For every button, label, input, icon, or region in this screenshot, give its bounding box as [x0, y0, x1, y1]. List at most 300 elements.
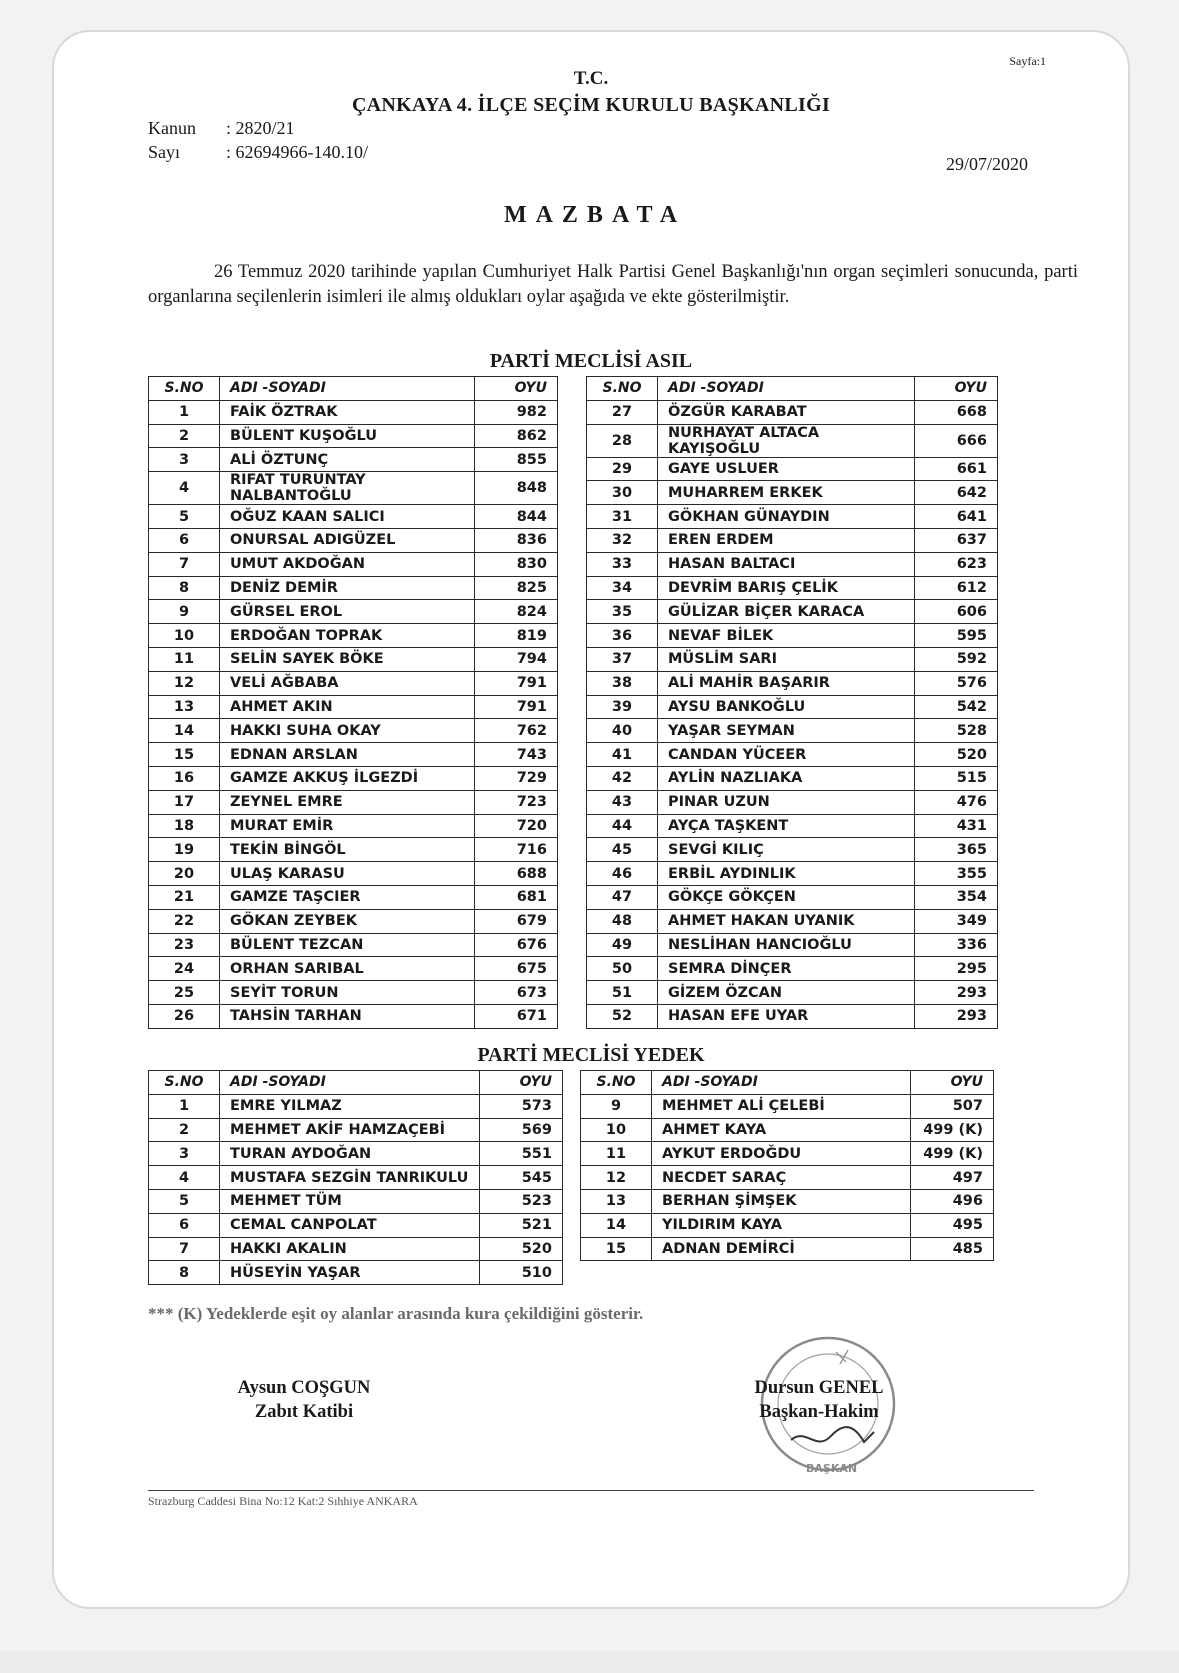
table-row — [149, 1261, 563, 1285]
kanun-value: : 2820/21 — [226, 118, 295, 138]
vote-count: 496 — [911, 1189, 994, 1213]
member-name: HAKKI SUHA OKAY — [220, 719, 475, 743]
row-number: 14 — [149, 719, 220, 743]
vote-count: 855 — [475, 448, 558, 472]
member-name: ULAŞ KARASU — [220, 862, 475, 886]
member-name: ERBİL AYDINLIK — [658, 862, 915, 886]
member-name: MÜSLİM SARI — [658, 647, 915, 671]
table-row — [149, 1166, 563, 1190]
row-number: 11 — [581, 1142, 652, 1166]
member-name: GAMZE TAŞCIER — [220, 885, 475, 909]
vote-count: 355 — [915, 862, 998, 886]
sayi-line — [148, 142, 368, 163]
member-name: TURAN AYDOĞAN — [220, 1142, 480, 1166]
row-number: 31 — [587, 505, 658, 529]
vote-count: 836 — [475, 528, 558, 552]
table-row — [149, 600, 558, 624]
vote-count: 681 — [475, 885, 558, 909]
table-row — [149, 814, 558, 838]
footer-divider — [148, 1490, 1034, 1491]
col-header-votes: OYU — [911, 1071, 994, 1095]
member-name: DENİZ DEMİR — [220, 576, 475, 600]
member-name: YAŞAR SEYMAN — [658, 719, 915, 743]
row-number: 5 — [149, 505, 220, 529]
vote-count: 521 — [480, 1213, 563, 1237]
row-number: 44 — [587, 814, 658, 838]
table-row — [149, 647, 558, 671]
vote-count: 637 — [915, 528, 998, 552]
table-row — [587, 528, 998, 552]
vote-count: 336 — [915, 933, 998, 957]
vote-count: 819 — [475, 624, 558, 648]
table-row — [149, 719, 558, 743]
vote-count: 720 — [475, 814, 558, 838]
clerk-name: Aysun COŞGUN — [237, 1378, 371, 1398]
table-row — [149, 400, 558, 424]
row-number: 49 — [587, 933, 658, 957]
vote-count: 661 — [915, 457, 998, 481]
table-row — [587, 790, 998, 814]
row-number: 46 — [587, 862, 658, 886]
row-number: 14 — [581, 1213, 652, 1237]
row-number: 19 — [149, 838, 220, 862]
table-row — [149, 695, 558, 719]
vote-count: 476 — [915, 790, 998, 814]
row-number: 4 — [149, 1166, 220, 1190]
vote-count: 431 — [915, 814, 998, 838]
table-row — [149, 909, 558, 933]
row-number: 7 — [149, 1237, 220, 1261]
table-row — [587, 481, 998, 505]
vote-count: 576 — [915, 671, 998, 695]
table-row — [581, 1118, 994, 1142]
row-number: 37 — [587, 647, 658, 671]
member-name: ALİ MAHİR BAŞARIR — [658, 671, 915, 695]
table-row — [149, 528, 558, 552]
row-number: 25 — [149, 981, 220, 1005]
table-row — [581, 1166, 994, 1190]
col-header-no: S.NO — [581, 1071, 652, 1095]
member-name: GÖKAN ZEYBEK — [220, 909, 475, 933]
row-number: 15 — [149, 743, 220, 767]
row-number: 39 — [587, 695, 658, 719]
vote-count: 497 — [911, 1166, 994, 1190]
vote-count: 673 — [475, 981, 558, 1005]
vote-count: 551 — [480, 1142, 563, 1166]
row-number: 15 — [581, 1237, 652, 1261]
table-row — [149, 838, 558, 862]
member-name: GAMZE AKKUŞ İLGEZDİ — [220, 766, 475, 790]
row-number: 4 — [149, 472, 220, 505]
member-name: SEMRA DİNÇER — [658, 957, 915, 981]
vote-count: 743 — [475, 743, 558, 767]
table-row — [149, 933, 558, 957]
table-row — [149, 1094, 563, 1118]
member-name: AYLİN NAZLIAKA — [658, 766, 915, 790]
vote-count: 349 — [915, 909, 998, 933]
row-number: 23 — [149, 933, 220, 957]
table-row — [149, 766, 558, 790]
table-row — [149, 885, 558, 909]
vote-count: 510 — [480, 1261, 563, 1285]
member-name: HASAN EFE UYAR — [658, 1004, 915, 1028]
member-name: EREN ERDEM — [658, 528, 915, 552]
yedek-section-title: PARTİ MECLİSİ YEDEK — [477, 1044, 705, 1066]
vote-count: 668 — [915, 400, 998, 424]
member-name: AYKUT ERDOĞDU — [652, 1142, 911, 1166]
vote-count: 495 — [911, 1213, 994, 1237]
table-row — [587, 933, 998, 957]
member-name: AYÇA TAŞKENT — [658, 814, 915, 838]
row-number: 12 — [149, 671, 220, 695]
table-row — [587, 505, 998, 529]
table-row — [149, 790, 558, 814]
table-row — [587, 576, 998, 600]
table-row — [587, 671, 998, 695]
table-row — [587, 1004, 998, 1028]
clerk-signature — [204, 1376, 404, 1424]
document-page — [52, 30, 1130, 1609]
row-number: 3 — [149, 1142, 220, 1166]
vote-count: 612 — [915, 576, 998, 600]
member-name: GÖKHAN GÜNAYDIN — [658, 505, 915, 529]
member-name: AYSU BANKOĞLU — [658, 695, 915, 719]
row-number: 41 — [587, 743, 658, 767]
member-name: EMRE YILMAZ — [220, 1094, 480, 1118]
member-name: AHMET AKIN — [220, 695, 475, 719]
col-header-name: ADI -SOYADI — [652, 1071, 911, 1095]
row-number: 8 — [149, 576, 220, 600]
row-number: 9 — [149, 600, 220, 624]
row-number: 20 — [149, 862, 220, 886]
member-name: PINAR UZUN — [658, 790, 915, 814]
document-date: 29/07/2020 — [945, 154, 1028, 174]
table-row — [149, 862, 558, 886]
row-number: 2 — [149, 424, 220, 448]
table-row — [587, 909, 998, 933]
vote-count: 794 — [475, 647, 558, 671]
judge-signature — [744, 1376, 894, 1424]
vote-count: 499 (K) — [911, 1142, 994, 1166]
member-name: TEKİN BİNGÖL — [220, 838, 475, 862]
vote-count: 499 (K) — [911, 1118, 994, 1142]
table-row — [587, 766, 998, 790]
member-name: RIFAT TURUNTAY NALBANTOĞLU — [220, 472, 475, 505]
col-header-name: ADI -SOYADI — [220, 1071, 480, 1095]
member-name: BÜLENT TEZCAN — [220, 933, 475, 957]
member-name: AHMET KAYA — [652, 1118, 911, 1142]
row-number: 28 — [587, 424, 658, 457]
row-number: 13 — [581, 1189, 652, 1213]
vote-count: 365 — [915, 838, 998, 862]
table-row — [149, 448, 558, 472]
member-name: ONURSAL ADIGÜZEL — [220, 528, 475, 552]
row-number: 51 — [587, 981, 658, 1005]
table-row — [587, 719, 998, 743]
member-name: TAHSİN TARHAN — [220, 1004, 475, 1028]
vote-count: 295 — [915, 957, 998, 981]
table-row — [149, 1213, 563, 1237]
col-header-votes: OYU — [475, 377, 558, 401]
vote-count: 844 — [475, 505, 558, 529]
asil-table-right — [586, 376, 998, 1029]
vote-count: 716 — [475, 838, 558, 862]
member-name: ORHAN SARIBAL — [220, 957, 475, 981]
member-name: CANDAN YÜCEER — [658, 743, 915, 767]
member-name: MUSTAFA SEZGİN TANRIKULU — [220, 1166, 480, 1190]
table-row — [149, 1118, 563, 1142]
vote-count: 545 — [480, 1166, 563, 1190]
member-name: NEVAF BİLEK — [658, 624, 915, 648]
table-row — [149, 1189, 563, 1213]
row-number: 6 — [149, 1213, 220, 1237]
sayi-value: : 62694966-140.10/ — [226, 142, 368, 162]
row-number: 1 — [149, 400, 220, 424]
table-row — [581, 1237, 994, 1261]
row-number: 7 — [149, 552, 220, 576]
row-number: 22 — [149, 909, 220, 933]
table-row — [149, 1142, 563, 1166]
table-row — [587, 400, 998, 424]
vote-count: 592 — [915, 647, 998, 671]
vote-count: 848 — [475, 472, 558, 505]
vote-count: 515 — [915, 766, 998, 790]
row-number: 18 — [149, 814, 220, 838]
table-row — [149, 624, 558, 648]
table-row — [581, 1189, 994, 1213]
table-row — [587, 424, 998, 457]
member-name: ERDOĞAN TOPRAK — [220, 624, 475, 648]
table-row — [149, 424, 558, 448]
asil-table-left — [148, 376, 558, 1029]
row-number: 11 — [149, 647, 220, 671]
row-number: 6 — [149, 528, 220, 552]
table-row — [581, 1213, 994, 1237]
row-number: 2 — [149, 1118, 220, 1142]
row-number: 43 — [587, 790, 658, 814]
vote-count: 671 — [475, 1004, 558, 1028]
footer-address: Strazburg Caddesi Bina No:12 Kat:2 Sıhhiye ANKARA — [148, 1494, 418, 1508]
member-name: GİZEM ÖZCAN — [658, 981, 915, 1005]
row-number: 48 — [587, 909, 658, 933]
table-row — [587, 624, 998, 648]
table-row — [587, 862, 998, 886]
row-number: 34 — [587, 576, 658, 600]
table-row — [587, 600, 998, 624]
col-header-name: ADI -SOYADI — [220, 377, 475, 401]
vote-count: 824 — [475, 600, 558, 624]
table-row — [587, 647, 998, 671]
row-number: 24 — [149, 957, 220, 981]
kanun-line — [148, 118, 295, 139]
vote-count: 595 — [915, 624, 998, 648]
table-row — [149, 981, 558, 1005]
judge-name: Dursun GENEL — [754, 1378, 884, 1398]
vote-count: 688 — [475, 862, 558, 886]
row-number: 47 — [587, 885, 658, 909]
vote-count: 542 — [915, 695, 998, 719]
document-title: MAZBATA — [503, 202, 687, 228]
row-number: 3 — [149, 448, 220, 472]
table-row — [581, 1094, 994, 1118]
vote-count: 679 — [475, 909, 558, 933]
member-name: HAKKI AKALIN — [220, 1237, 480, 1261]
table-row — [149, 1004, 558, 1028]
member-name: BÜLENT KUŞOĞLU — [220, 424, 475, 448]
office-heading: ÇANKAYA 4. İLÇE SEÇİM KURULU BAŞKANLIĞI — [351, 94, 831, 116]
member-name: OĞUZ KAAN SALICI — [220, 505, 475, 529]
table-row — [149, 576, 558, 600]
row-number: 45 — [587, 838, 658, 862]
row-number: 17 — [149, 790, 220, 814]
table-row — [587, 457, 998, 481]
table-row — [587, 743, 998, 767]
yedek-table-right — [580, 1070, 994, 1261]
row-number: 9 — [581, 1094, 652, 1118]
table-row — [587, 957, 998, 981]
member-name: EDNAN ARSLAN — [220, 743, 475, 767]
row-number: 38 — [587, 671, 658, 695]
member-name: MURAT EMİR — [220, 814, 475, 838]
row-number: 26 — [149, 1004, 220, 1028]
col-header-name: ADI -SOYADI — [658, 377, 915, 401]
yedek-table-left — [148, 1070, 563, 1285]
intro-paragraph: 26 Temmuz 2020 tarihinde yapılan Cumhuriyet Halk Partisi Genel Başkanlığı'nın organ seçimleri sonucunda, parti organlarına seçilenlerin isimleri ile almış oldukları oylar aşağıda ve ekte gösterilmiştir. — [148, 262, 1078, 307]
vote-count: 641 — [915, 505, 998, 529]
table-row — [149, 552, 558, 576]
judge-title: Başkan-Hakim — [759, 1402, 879, 1422]
table-row — [581, 1142, 994, 1166]
table-row — [587, 885, 998, 909]
table-row — [149, 743, 558, 767]
clerk-title: Zabıt Katibi — [254, 1402, 354, 1422]
member-name: MEHMET ALİ ÇELEBİ — [652, 1094, 911, 1118]
table-row — [149, 671, 558, 695]
row-number: 10 — [149, 624, 220, 648]
table-header-row — [587, 377, 998, 401]
member-name: ADNAN DEMİRCİ — [652, 1237, 911, 1261]
member-name: SELİN SAYEK BÖKE — [220, 647, 475, 671]
vote-count: 520 — [915, 743, 998, 767]
col-header-no: S.NO — [587, 377, 658, 401]
row-number: 35 — [587, 600, 658, 624]
member-name: FAİK ÖZTRAK — [220, 400, 475, 424]
table-row — [587, 814, 998, 838]
member-name: ALİ ÖZTUNÇ — [220, 448, 475, 472]
vote-count: 293 — [915, 981, 998, 1005]
row-number: 21 — [149, 885, 220, 909]
col-header-votes: OYU — [915, 377, 998, 401]
table-header-row — [149, 377, 558, 401]
vote-count: 520 — [480, 1237, 563, 1261]
row-number: 16 — [149, 766, 220, 790]
page-number: Sayfa:1 — [1009, 54, 1046, 68]
vote-count: 354 — [915, 885, 998, 909]
member-name: NECDET SARAÇ — [652, 1166, 911, 1190]
vote-count: 642 — [915, 481, 998, 505]
member-name: NURHAYAT ALTACA KAYIŞOĞLU — [658, 424, 915, 457]
table-header-row — [581, 1071, 994, 1095]
member-name: HÜSEYİN YAŞAR — [220, 1261, 480, 1285]
row-number: 12 — [581, 1166, 652, 1190]
member-name: ÖZGÜR KARABAT — [658, 400, 915, 424]
member-name: ZEYNEL EMRE — [220, 790, 475, 814]
row-number: 50 — [587, 957, 658, 981]
vote-count: 675 — [475, 957, 558, 981]
row-number: 27 — [587, 400, 658, 424]
member-name: SEVGİ KILIÇ — [658, 838, 915, 862]
table-row — [587, 695, 998, 719]
col-header-no: S.NO — [149, 1071, 220, 1095]
member-name: VELİ AĞBABA — [220, 671, 475, 695]
table-row — [149, 505, 558, 529]
member-name: GAYE USLUER — [658, 457, 915, 481]
member-name: AHMET HAKAN UYANIK — [658, 909, 915, 933]
member-name: HASAN BALTACI — [658, 552, 915, 576]
member-name: NESLİHAN HANCIOĞLU — [658, 933, 915, 957]
row-number: 13 — [149, 695, 220, 719]
vote-count: 723 — [475, 790, 558, 814]
member-name: MUHARREM ERKEK — [658, 481, 915, 505]
row-number: 40 — [587, 719, 658, 743]
vote-count: 666 — [915, 424, 998, 457]
vote-count: 791 — [475, 671, 558, 695]
table-row — [587, 552, 998, 576]
stamp-text: BAŞKAN — [806, 1462, 858, 1475]
row-number: 1 — [149, 1094, 220, 1118]
vote-count: 485 — [911, 1237, 994, 1261]
member-name: BERHAN ŞİMŞEK — [652, 1189, 911, 1213]
member-name: UMUT AKDOĞAN — [220, 552, 475, 576]
table-row — [587, 838, 998, 862]
col-header-no: S.NO — [149, 377, 220, 401]
row-number: 10 — [581, 1118, 652, 1142]
vote-count: 791 — [475, 695, 558, 719]
vote-count: 729 — [475, 766, 558, 790]
vote-count: 606 — [915, 600, 998, 624]
table-row — [587, 981, 998, 1005]
vote-count: 573 — [480, 1094, 563, 1118]
vote-count: 862 — [475, 424, 558, 448]
vote-count: 676 — [475, 933, 558, 957]
sayi-label: Sayı — [148, 142, 181, 162]
member-name: DEVRİM BARIŞ ÇELİK — [658, 576, 915, 600]
member-name: CEMAL CANPOLAT — [220, 1213, 480, 1237]
row-number: 52 — [587, 1004, 658, 1028]
vote-count: 528 — [915, 719, 998, 743]
tc-heading: T.C. — [573, 68, 609, 89]
row-number: 29 — [587, 457, 658, 481]
col-header-votes: OYU — [480, 1071, 563, 1095]
asil-section-title: PARTİ MECLİSİ ASIL — [489, 350, 693, 372]
member-name: GÜLİZAR BİÇER KARACA — [658, 600, 915, 624]
vote-count: 830 — [475, 552, 558, 576]
vote-count: 982 — [475, 400, 558, 424]
table-row — [149, 472, 558, 505]
vote-count: 569 — [480, 1118, 563, 1142]
vote-count: 293 — [915, 1004, 998, 1028]
row-number: 30 — [587, 481, 658, 505]
member-name: MEHMET TÜM — [220, 1189, 480, 1213]
table-header-row — [149, 1071, 563, 1095]
row-number: 33 — [587, 552, 658, 576]
vote-count: 523 — [480, 1189, 563, 1213]
footnote: *** (K) Yedeklerde eşit oy alanlar arasında kura çekildiğini gösterir. — [148, 1304, 644, 1323]
vote-count: 762 — [475, 719, 558, 743]
kanun-label: Kanun — [148, 118, 196, 138]
table-row — [149, 957, 558, 981]
table-row — [149, 1237, 563, 1261]
